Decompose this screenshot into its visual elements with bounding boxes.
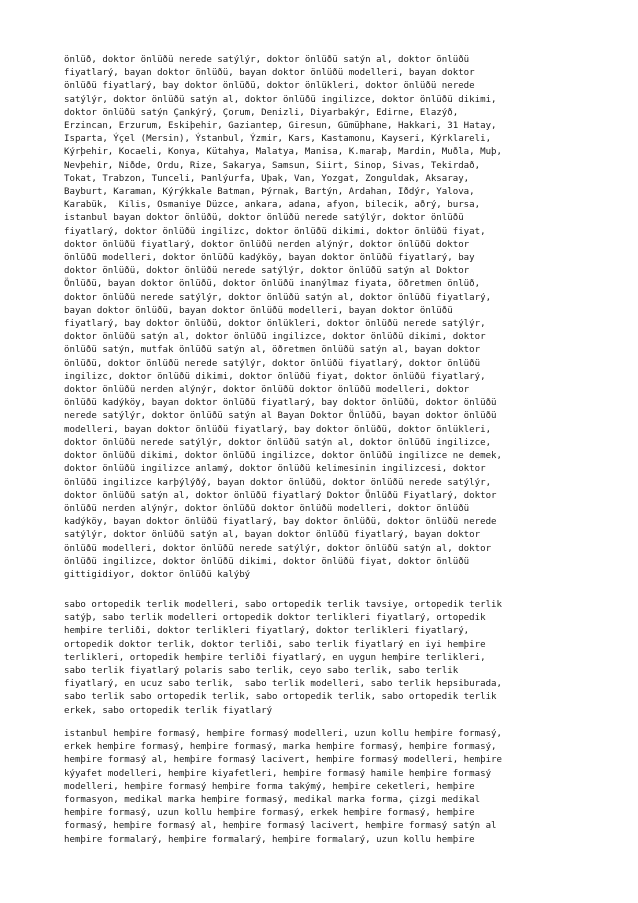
- paragraph-hemsire-formasi: istanbul hemþire formasý, hemþire formasý modelleri, uzun kollu hemþire formasý, erkek hemþire formasý, hemþire formasý, marka hemþire formasý, hemþire formasý, hemþire formasý al, hemþire formasý lacivert, hemþire formasý modelleri, hemþire kýyafet modelleri, hemþire kiyafetleri, hemþire formasý hamile hemþire formasý modelleri, hemþire formasý hemþire forma takýmý, hemþire ceketleri, hemþire formasyon, medikal marka hemþire formasý, medikal marka forma, çizgi medikal hemþire formasý, uzun kollu hemþire formasý, erkek hemþire formasý, hemþire formasý, hemþire formasý al, hemþire formasý lacivert, hemþire formasý satýn al hemþire formalarý, hemþire formalarý, hemþire formalarý, uzun kollu hemþire: [64, 729, 502, 845]
- paragraph-sabo-terlik: sabo ortopedik terlik modelleri, sabo ortopedik terlik tavsiye, ortopedik terlik satýþ, sabo terlik modelleri ortopedik doktor terlikleri fiyatlarý, ortopedik hemþire terliði, doktor terlikleri fiyatlarý, doktor terlikleri fiyatlarý, ortopedik doktor terlik, doktor terliði, sabo terlik fiyatlarý en iyi hemþire terlikleri, ortopedik hemþire terliði fiyatlarý, en uygun hemþire terlikleri, sabo terlik fiyatlarý polaris sabo terlik, ceyo sabo terlik, sabo terlik fiyatlarý, en ucuz sabo terlik, sabo terlik modelleri, sabo terlik hepsiburada, sabo terlik sabo ortopedik terlik, sabo ortopedik terlik, sabo ortopedik terlik erkek, sabo ortopedik terlik fiyatlarý: [64, 600, 502, 716]
- paragraph-doktor-onlugu: önlüð, doktor önlüðü nerede satýlýr, doktor önlüðü satýn al, doktor önlüðü fiyatlarý, bayan doktor önlüðü, bayan doktor önlüðü modelleri, bayan doktor önlüðü fiyatlarý, bay doktor önlüðü, doktor önlükleri, doktor önlüðü nerede satýlýr, doktor önlüðü satýn al, doktor önlüðü ingilizce, doktor önlüðü dikimi, doktor önlüðü satýn Çankýrý, Çorum, Denizli, Diyarbakýr, Edirne, Elazýð, Erzincan, Erzurum, Eskiþehir, Gaziantep, Giresun, Gümüþhane, Hakkari, 31 Hatay, Isparta, Ýçel (Mersin), Ýstanbul, Ýzmir, Kars, Kastamonu, Kayseri, Kýrklareli, Kýrþehir, Kocaeli, Konya, Kütahya, Malatya, Manisa, K.maraþ, Mardin, Muðla, Muþ, Nevþehir, Niðde, Ordu, Rize, Sakarya, Samsun, Siirt, Sinop, Sivas, Tekirdað, Tokat, Trabzon, Tunceli, Þanlýurfa, Uþak, Van, Yozgat, Zonguldak, Aksaray, Bayburt, Karaman, Kýrýkkale Batman, Þýrnak, Bartýn, Ardahan, Iðdýr, Yalova, Karabük, Kilis, Osmaniye Düzce, ankara, adana, afyon, bilecik, aðrý, bursa, istanbul bayan doktor önlüðü, doktor önlüðü nerede satýlýr, doktor önlüðü fiyatlarý, doktor önlüðü ingilizc, doktor önlüðü dikimi, doktor önlüðü fiyat, doktor önlüðü fiyatlarý, doktor önlüðü nerden alýnýr, doktor önlüðü doktor önlüðü modelleri, doktor önlüðü kadýköy, bayan doktor önlüðü fiyatlarý, bay doktor önlüðü, doktor önlüðü nerede satýlýr, doktor önlüðü satýn al Doktor Önlüðü, bayan doktor önlüðü, doktor önlüðü inanýlmaz fiyata, öðretmen önlüð, doktor önlüðü nerede satýlýr, doktor önlüðü satýn al, doktor önlüðü fiyatlarý, bayan doktor önlüðü, bayan doktor önlüðü modelleri, bayan doktor önlüðü fiyatlarý, bay doktor önlüðü, doktor önlükleri, doktor önlüðü nerede satýlýr, doktor önlüðü satýn al, doktor önlüðü ingilizce, doktor önlüðü dikimi, doktor önlüðü satýn, mutfak önlüðü satýn al, öðretmen önlüðü satýn al, bayan doktor önlüðü, doktor önlüðü nerede satýlýr, doktor önlüðü fiyatlarý, doktor önlüðü ingilizc, doktor önlüðü dikimi, doktor önlüðü fiyat, doktor önlüðü fiyatlarý, doktor önlüðü nerden alýnýr, doktor önlüðü doktor önlüðü modelleri, doktor önlüðü kadýköy, bayan doktor önlüðü fiyatlarý, bay doktor önlüðü, doktor önlüðü nerede satýlýr, doktor önlüðü satýn al Bayan Doktor Önlüðü, bayan doktor önlüðü modelleri, bayan doktor önlüðü fiyatlarý, bay doktor önlüðü, doktor önlükleri, doktor önlüðü nerede satýlýr, doktor önlüðü satýn al, doktor önlüðü ingilizce, doktor önlüðü dikimi, doktor önlüðü ingilizce, doktor önlüðü ingilizce ne demek, doktor önlüðü ingilizce anlamý, doktor önlüðü kelimesinin ingilizcesi, doktor önlüðü ingilizce karþýlýðý, bayan doktor önlüðü, doktor önlüðü nerede satýlýr, doktor önlüðü satýn al, doktor önlüðü fiyatlarý Doktor Önlüðü Fiyatlarý, doktor önlüðü nerden alýnýr, doktor önlüðü doktor önlüðü modelleri, doktor önlüðü kadýköy, bayan doktor önlüðü fiyatlarý, bay doktor önlüðü, doktor önlüðü nerede satýlýr, doktor önlüðü satýn al, bayan doktor önlüðü fiyatlarý, bayan doktor önlüðü modelleri, doktor önlüðü nerede satýlýr, doktor önlüðü satýn al, doktor önlüðü ingilizce, doktor önlüðü dikimi, doktor önlüðü fiyat, doktor önlüðü gittigidiyor, doktor önlüðü kalýbý: [64, 55, 502, 580]
